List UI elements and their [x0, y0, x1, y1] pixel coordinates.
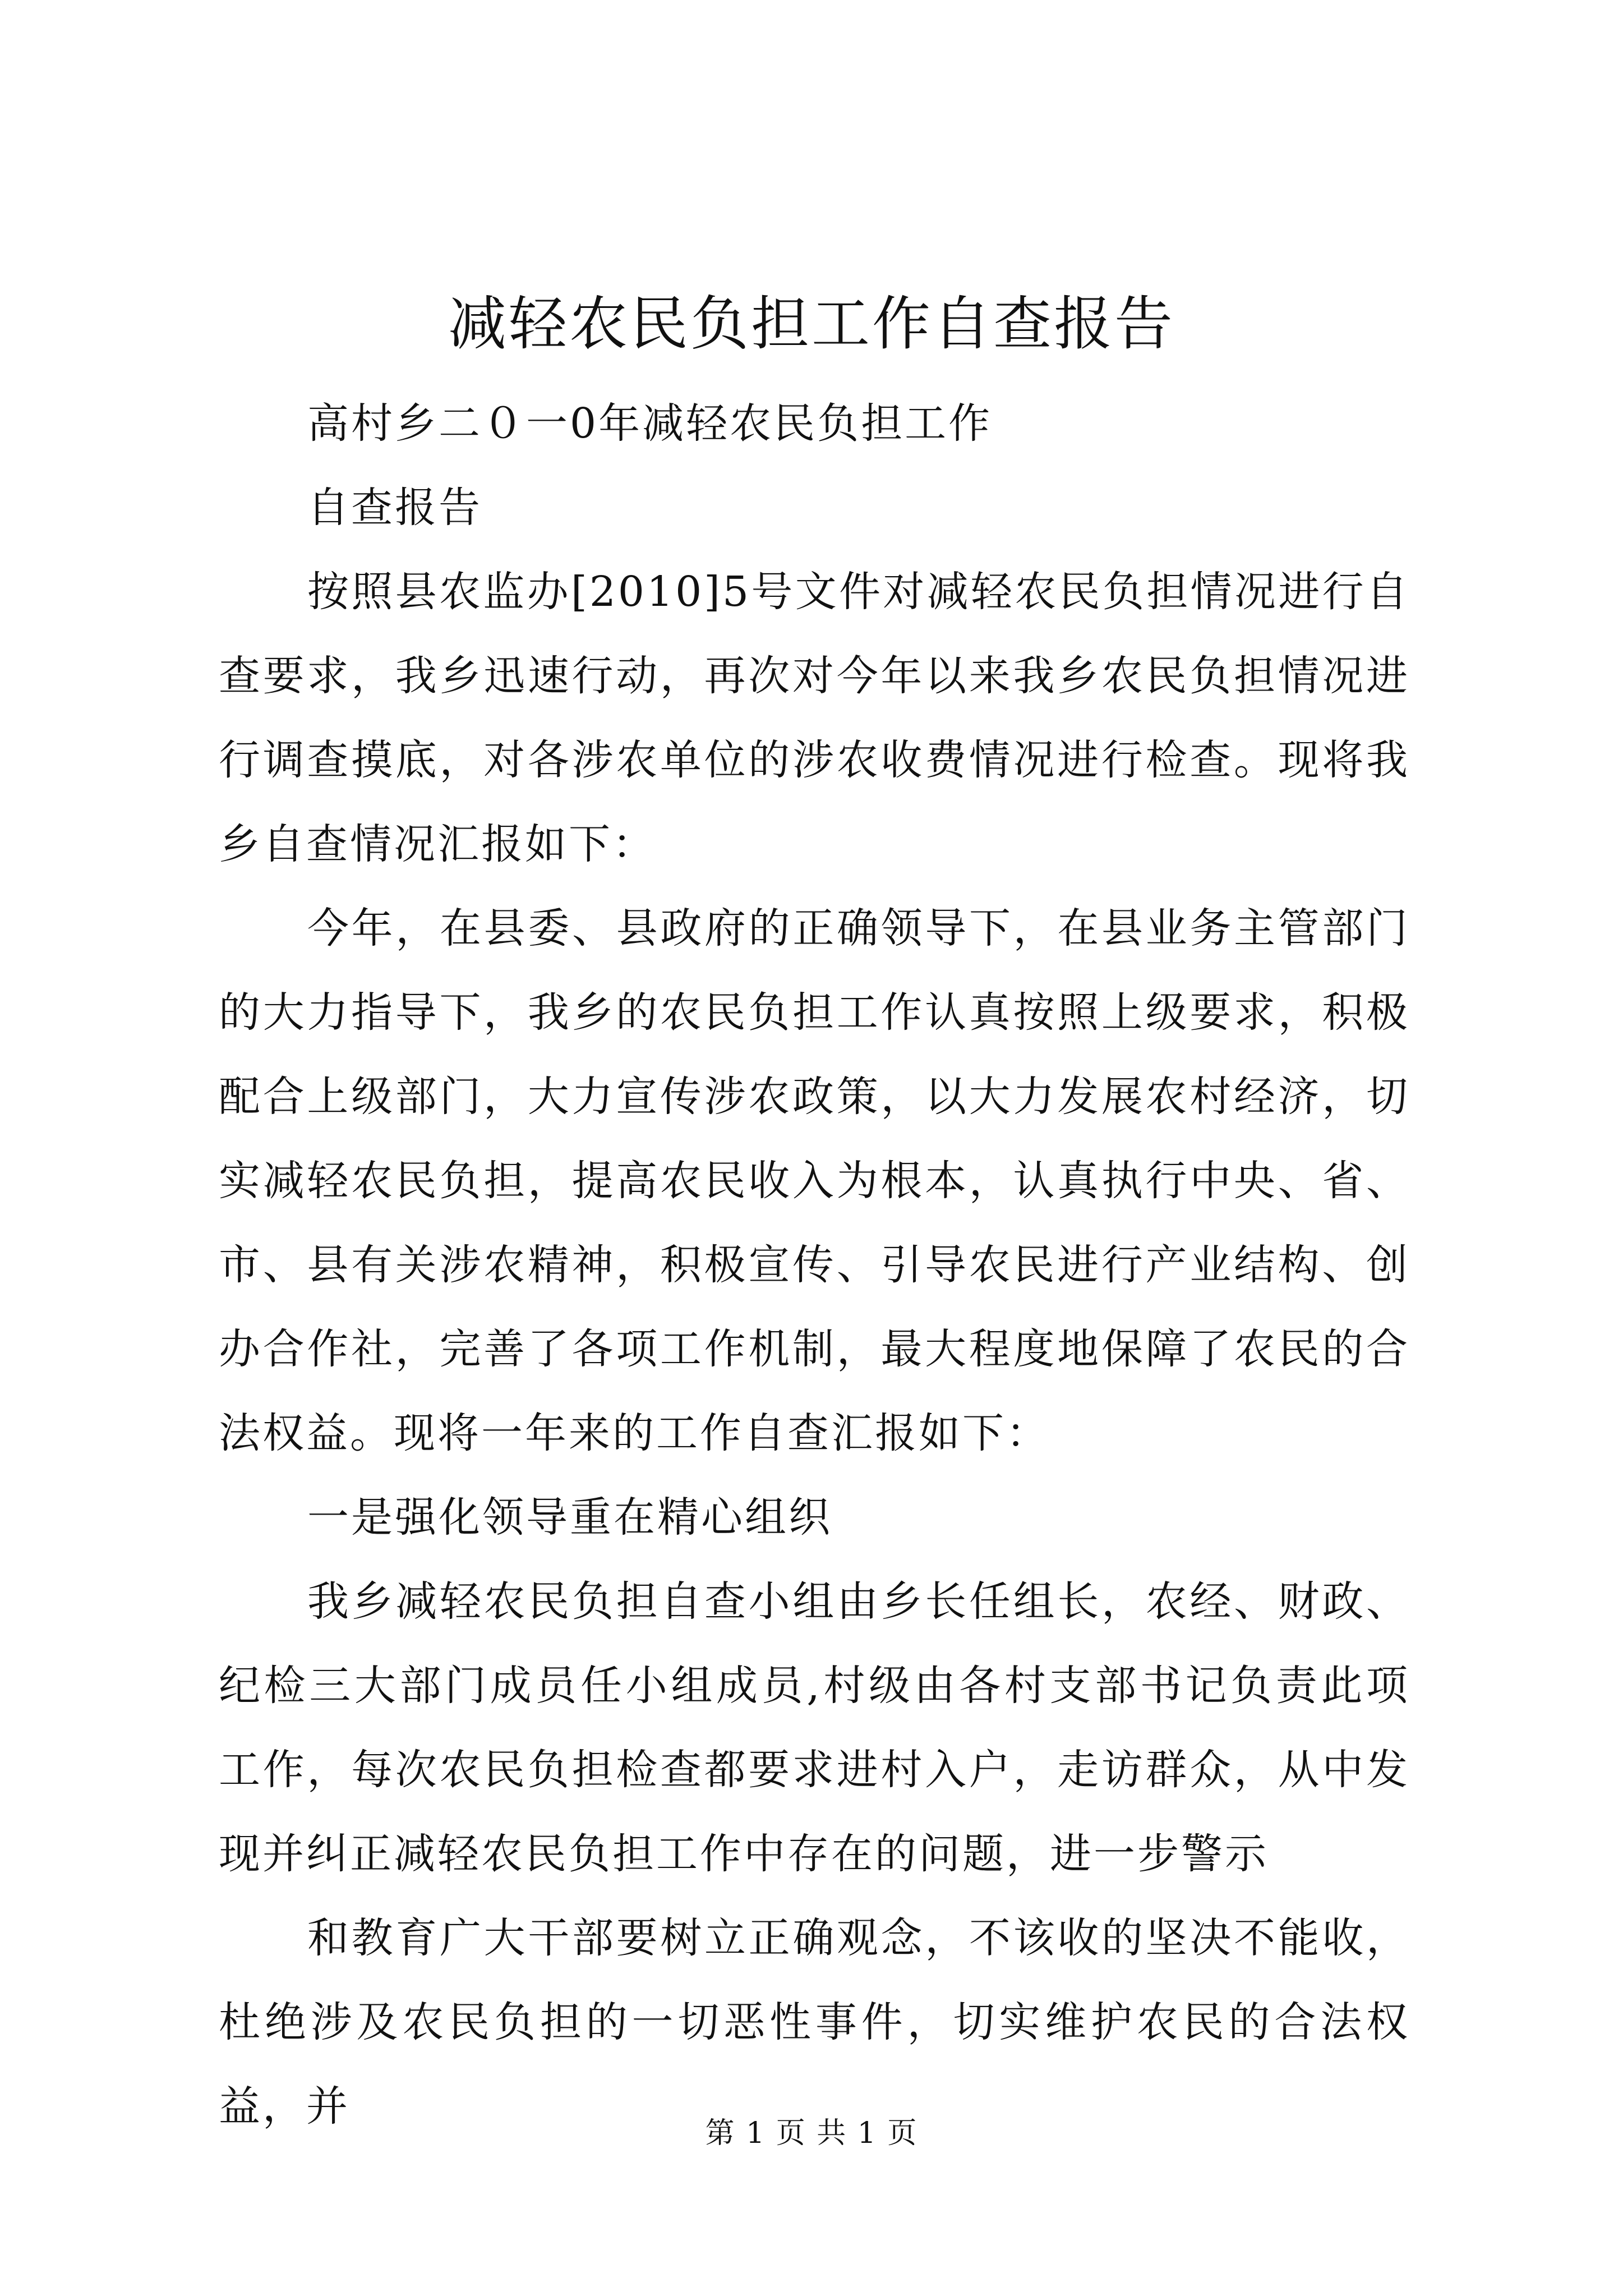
- paragraph-intro: 按照县农监办[2010]5号文件对减轻农民负担情况进行自查要求，我乡迅速行动，再次对今年以来我乡农民负担情况进行调查摸底，对各涉农单位的涉农收费情况进行检查。现将我乡自查情况汇报如下：: [219, 568, 1410, 868]
- footer-page-number: 1: [746, 2116, 766, 2150]
- document-body: [219, 381, 1410, 2148]
- footer-page-prefix: 第: [705, 2116, 736, 2150]
- paragraph-summary: 今年，在县委、县政府的正确领导下，在县业务主管部门的大力指导下，我乡的农民负担工作认真按照上级要求，积极配合上级部门，大力宣传涉农政策，以大力发展农村经济，切实减轻农民负担，提高农民收入为根本，认真执行中央、省、市、县有关涉农精神，积极宣传、引导农民进行产业结构、创办合作社，完善了各项工作机制，最大程度地保障了农民的合法权益。现将一年来的工作自查汇报如下：: [219, 904, 1410, 1457]
- paragraph-education: 和教育广大干部要树立正确观念，不该收的坚决不能收，杜绝涉及农民负担的一切恶性事件，切实维护农民的合法权益，并: [219, 1914, 1410, 2131]
- footer-page-total: 1: [857, 2116, 877, 2150]
- page-footer: [0, 2114, 1623, 2153]
- footer-page-mid: 页 共: [776, 2116, 847, 2150]
- document-title: 减轻农民负担工作自查报告: [448, 289, 1175, 358]
- section-heading-leadership: 一是强化领导重在精心组织: [307, 1493, 832, 1542]
- footer-page-suffix: 页: [887, 2116, 918, 2150]
- paragraph-subtitle-line1: 高村乡二０一0年减轻农民负担工作: [307, 399, 993, 448]
- paragraph-subtitle-line2: 自查报告: [307, 484, 482, 532]
- paragraph-leadership: 我乡减轻农民负担自查小组由乡长任组长，农经、财政、纪检三大部门成员任小组成员,村级由各村支部书记负责此项工作，每次农民负担检查都要求进村入户，走访群众，从中发现并纠正减轻农民负担工作中存在的问题，进一步警示: [219, 1577, 1410, 1878]
